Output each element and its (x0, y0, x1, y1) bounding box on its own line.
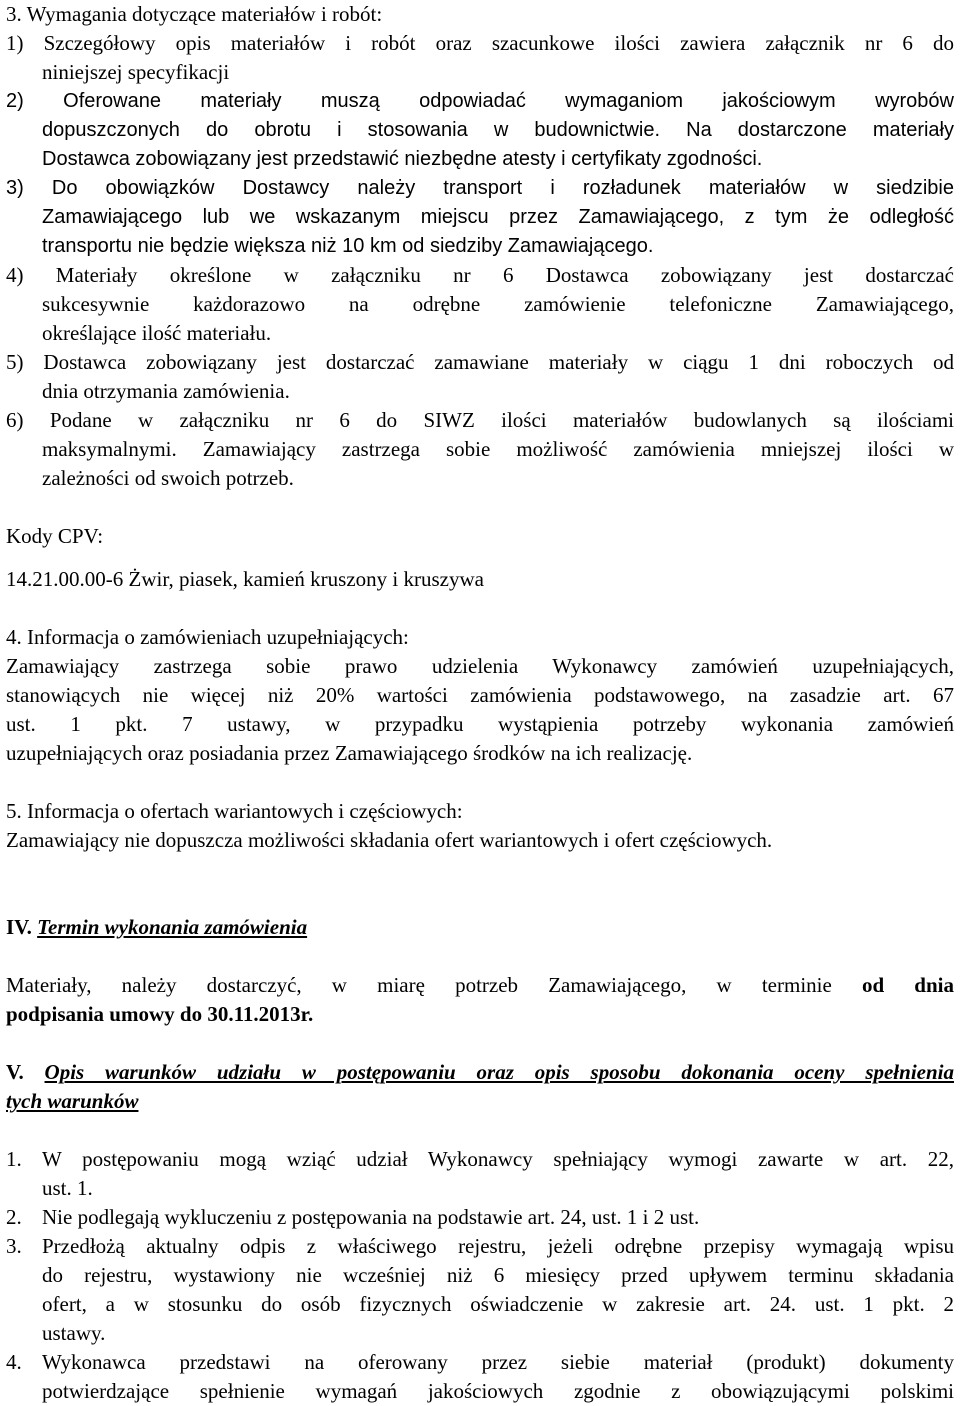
v-item-1-line-2: ust. 1. (42, 1176, 93, 1200)
v-item-3-line-4: ustawy. (42, 1321, 106, 1345)
v-item-4-line-1: Wykonawca przedstawi na oferowany przez siebie materiał (produkt) dokumenty (42, 1350, 954, 1374)
s3-item-4-line-2: sukcesywnie każdorazowo na odrębne zamówienie telefoniczne Zamawiającego, (42, 292, 954, 316)
s3-item-6-line-2: maksymalnymi. Zamawiający zastrzega sobie możliwość zamówienia mniejszej ilości w (42, 437, 954, 461)
s3-item-3-line-2: Zamawiającego lub we wskazanym miejscu przez Zamawiającego, z tym że odległość (42, 206, 954, 228)
v-item-3-line-3: ofert, a w stosunku do osób fizycznych oświadczenie w zakresie art. 24. ust. 1 pkt. 2 (42, 1292, 954, 1316)
s4-line-2: stanowiących nie więcej niż 20% wartości zamówienia podstawowego, na zasadzie art. 67 (6, 683, 954, 707)
section-iv-title: Termin wykonania zamówienia (37, 915, 308, 939)
v-item-2-line-1: Nie podlegają wykluczeniu z postępowania na podstawie art. 24, ust. 1 i 2 ust. (42, 1205, 700, 1229)
s3-item-6-line-3: zależności od swoich potrzeb. (42, 466, 294, 490)
section-v-title-1: Opis warunków udziału w postępowaniu oraz opis sposobu dokonania oceny spełnienia (44, 1060, 954, 1084)
s3-item-6-line-1: 6) Podane w załączniku nr 6 do SIWZ ilości materiałów budowlanych są ilościami (6, 408, 954, 432)
s3-item-3-line-1: 3) Do obowiązków Dostawcy należy transport i rozładunek materiałów w siedzibie (6, 177, 954, 199)
s3-item-4-line-1: 4) Materiały określone w załączniku nr 6 Dostawca zobowiązany jest dostarczać (6, 263, 954, 287)
section-iv-number: IV. (6, 915, 32, 939)
section-v-title-2: tych warunków (6, 1089, 139, 1113)
s-iv-line-2: podpisania umowy do 30.11.2013r. (6, 1002, 314, 1026)
section-4-title: 4. Informacja o zamówieniach uzupełniających: (6, 625, 409, 649)
v-item-2-number: 2. (6, 1205, 22, 1229)
section-3-title: 3. Wymagania dotyczące materiałów i robót: (6, 2, 383, 26)
s4-line-3: ust. 1 pkt. 7 ustawy, w przypadku wystąpienia potrzeby wykonania zamówień (6, 712, 954, 736)
s3-item-2-line-2: dopuszczonych do obrotu i stosowania w budownictwie. Na dostarczone materiały (42, 119, 954, 141)
s3-item-5-line-1: 5) Dostawca zobowiązany jest dostarczać zamawiane materiały w ciągu 1 dni roboczych od (6, 350, 954, 374)
s3-item-4-line-3: określające ilość materiału. (42, 321, 272, 345)
section-v-heading (6, 1058, 954, 1087)
s3-item-3-line-3: transportu nie będzie większa niż 10 km od siedziby Zamawiającego. (42, 235, 654, 257)
section-v-number: V. (6, 1060, 24, 1084)
v-item-3-number: 3. (6, 1234, 22, 1258)
s-iv-line-1: Materiały, należy dostarczyć, w miarę potrzeb Zamawiającego, w terminie od dnia (6, 973, 954, 997)
v-item-3-line-2: do rejestru, wystawiony nie wcześniej niż 6 miesięcy przed upływem terminu składania (42, 1263, 954, 1287)
v-item-4-line-2: potwierdzające spełnienie wymagań jakościowych zgodnie z obowiązującymi polskimi (42, 1379, 954, 1403)
s3-item-2-line-3: Dostawca zobowiązany jest przedstawić niezbędne atesty i certyfikaty zgodności. (42, 148, 763, 170)
s3-item-2-line-1: 2) Oferowane materiały muszą odpowiadać wymaganiom jakościowym wyrobów (6, 90, 954, 112)
cpv-label: Kody CPV: (6, 524, 104, 548)
s5-text: Zamawiający nie dopuszcza możliwości składania ofert wariantowych i ofert częściowych. (6, 828, 773, 852)
section-5-title: 5. Informacja o ofertach wariantowych i częściowych: (6, 799, 463, 823)
v-item-3-line-1: Przedłożą aktualny odpis z właściwego rejestru, jeżeli odrębne przepisy wymagają wpisu (42, 1234, 954, 1258)
s4-line-4: uzupełniających oraz posiadania przez Zamawiającego środków na ich realizację. (6, 741, 693, 765)
v-item-1-number: 1. (6, 1147, 22, 1171)
s3-item-5-line-2: dnia otrzymania zamówienia. (42, 379, 290, 403)
s3-item-1-line-1: 1) Szczegółowy opis materiałów i robót oraz szacunkowe ilości zawiera załącznik nr 6 do (6, 31, 954, 55)
cpv-code: 14.21.00.00-6 Żwir, piasek, kamień kruszony i kruszywa (6, 567, 484, 591)
v-item-1-line-1: W postępowaniu mogą wziąć udział Wykonawcy spełniający wymogi zawarte w art. 22, (42, 1147, 954, 1171)
s3-item-1-line-2: niniejszej specyfikacji (42, 60, 230, 84)
s4-line-1: Zamawiający zastrzega sobie prawo udzielenia Wykonawcy zamówień uzupełniających, (6, 654, 954, 678)
v-item-4-number: 4. (6, 1350, 22, 1374)
section-iv-heading (6, 913, 307, 942)
